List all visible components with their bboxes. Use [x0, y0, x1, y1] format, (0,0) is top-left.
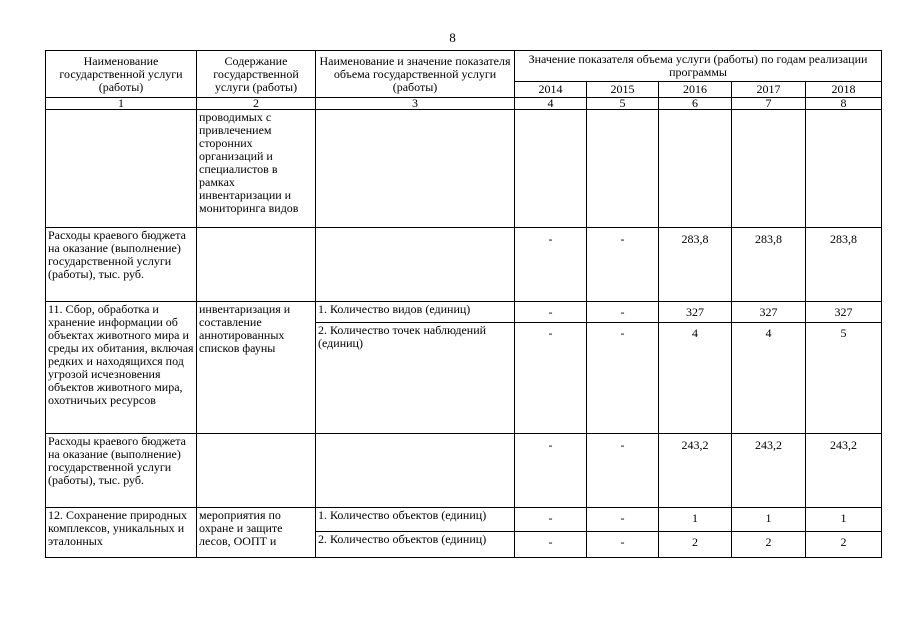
- value-cell: -: [515, 323, 587, 434]
- service-name-cell: 12. Сохранение природных комплексов, уникальных и эталонных: [46, 508, 197, 558]
- value-cell: -: [515, 228, 587, 302]
- column-number: 6: [659, 98, 732, 110]
- table-row: [46, 302, 882, 323]
- service-content-cell: инвентаризация и составление аннотированных списков фауны: [197, 302, 316, 434]
- value-cell: -: [587, 434, 659, 508]
- header-service-name: Наименование государственной услуги (работы): [46, 51, 197, 98]
- column-number: 8: [806, 98, 882, 110]
- value-cell: [515, 110, 587, 228]
- service-content-cell: [197, 228, 316, 302]
- value-cell: -: [587, 323, 659, 434]
- header-year: 2016: [659, 82, 732, 98]
- value-cell: 283,8: [806, 228, 882, 302]
- column-number: 2: [197, 98, 316, 110]
- indicator-cell: 1. Количество видов (единиц): [316, 302, 515, 323]
- value-cell: 327: [732, 302, 806, 323]
- value-cell: 1: [732, 508, 806, 532]
- column-number: 7: [732, 98, 806, 110]
- value-cell: [659, 110, 732, 228]
- table-row: [46, 508, 882, 532]
- value-cell: -: [587, 302, 659, 323]
- indicator-cell: [316, 228, 515, 302]
- table-row: [46, 228, 882, 302]
- value-cell: 4: [659, 323, 732, 434]
- value-cell: 4: [732, 323, 806, 434]
- column-number: 5: [587, 98, 659, 110]
- service-content-cell: проводимых с привлечением сторонних организаций и специалистов в рамках инвентаризации и мониторинга видов: [197, 110, 316, 228]
- value-cell: [806, 110, 882, 228]
- value-cell: 327: [659, 302, 732, 323]
- column-number-row: [46, 98, 882, 110]
- header-indicator: Наименование и значение показателя объема государственной услуги (работы): [316, 51, 515, 98]
- indicator-cell: [316, 434, 515, 508]
- header-year: 2017: [732, 82, 806, 98]
- header-year: 2015: [587, 82, 659, 98]
- value-cell: 1: [659, 508, 732, 532]
- value-cell: 2: [806, 532, 882, 558]
- value-cell: -: [515, 302, 587, 323]
- value-cell: -: [515, 508, 587, 532]
- indicator-cell: [316, 110, 515, 228]
- table-row: [46, 110, 882, 228]
- value-cell: -: [515, 532, 587, 558]
- indicator-cell: 2. Количество точек наблюдений (единиц): [316, 323, 515, 434]
- value-cell: 2: [659, 532, 732, 558]
- column-number: 4: [515, 98, 587, 110]
- value-cell: 243,2: [732, 434, 806, 508]
- indicator-cell: 2. Количество объектов (единиц): [316, 532, 515, 558]
- column-number: 3: [316, 98, 515, 110]
- service-name-cell: 11. Сбор, обработка и хранение информации об объектах животного мира и среды их обитания, включая редких и находящихся под угрозой исчезновения объектов животного мира, охотничьих ресурсов: [46, 302, 197, 434]
- service-content-cell: мероприятия по охране и защите лесов, ООПТ и: [197, 508, 316, 558]
- value-cell: 243,2: [806, 434, 882, 508]
- value-cell: -: [587, 508, 659, 532]
- value-cell: 283,8: [732, 228, 806, 302]
- value-cell: 2: [732, 532, 806, 558]
- header-service-content: Содержание государственной услуги (работы): [197, 51, 316, 98]
- service-content-cell: [197, 434, 316, 508]
- services-table: [45, 50, 882, 558]
- value-cell: 327: [806, 302, 882, 323]
- value-cell: [587, 110, 659, 228]
- service-name-cell: [46, 110, 197, 228]
- value-cell: -: [587, 532, 659, 558]
- value-cell: 1: [806, 508, 882, 532]
- service-name-cell: Расходы краевого бюджета на оказание (выполнение) государственной услуги (работы), тыс. руб.: [46, 228, 197, 302]
- header-year: 2018: [806, 82, 882, 98]
- service-name-cell: Расходы краевого бюджета на оказание (выполнение) государственной услуги (работы), тыс. руб.: [46, 434, 197, 508]
- indicator-cell: 1. Количество объектов (единиц): [316, 508, 515, 532]
- header-years-group: Значение показателя объема услуги (работы) по годам реализации программы: [515, 51, 882, 82]
- page-number: 8: [449, 30, 456, 45]
- table-row: [46, 434, 882, 508]
- value-cell: -: [515, 434, 587, 508]
- header-year: 2014: [515, 82, 587, 98]
- value-cell: [732, 110, 806, 228]
- value-cell: 243,2: [659, 434, 732, 508]
- value-cell: 5: [806, 323, 882, 434]
- value-cell: -: [587, 228, 659, 302]
- column-number: 1: [46, 98, 197, 110]
- value-cell: 283,8: [659, 228, 732, 302]
